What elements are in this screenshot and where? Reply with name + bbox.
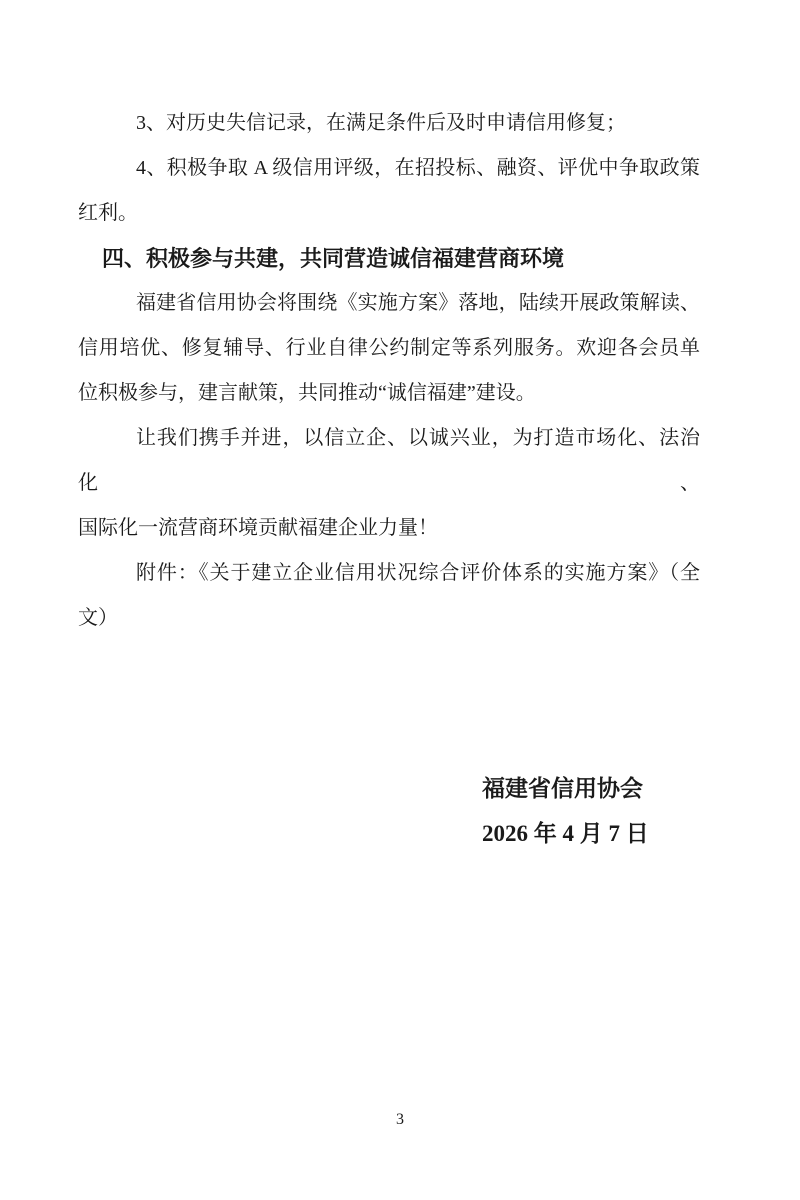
section-heading: 四、积极参与共建，共同营造诚信福建营商环境 — [102, 246, 565, 271]
attachment-line: 附件：《关于建立企业信用状况综合评价体系的实施方案》（全 — [136, 562, 700, 584]
body-line-item-3: 3、对历史失信记录，在满足条件后及时申请信用修复； — [136, 112, 626, 134]
body-line-paragraph-4: 让我们携手并进，以信立企、以诚兴业，为打造市场化、法治化、 — [78, 427, 700, 494]
body-line-item-4: 4、积极争取 A 级信用评级，在招投标、融资、评优中争取政策 — [136, 157, 700, 179]
body-line-paragraph-5: 国际化一流营商环境贡献福建企业力量！ — [78, 517, 438, 539]
signature-organization: 福建省信用协会 — [482, 776, 643, 801]
page-number: 3 — [396, 1111, 404, 1128]
body-line-paragraph-1: 福建省信用协会将围绕《实施方案》落地，陆续开展政策解读、 — [136, 292, 700, 314]
attachment-line-cont: 文） — [78, 607, 118, 629]
signature-date: 2026 年 4 月 7 日 — [482, 821, 649, 846]
signature-block — [78, 766, 700, 856]
body-line-item-4-cont: 红利。 — [78, 202, 138, 224]
document-content — [78, 101, 700, 641]
body-line-paragraph-3: 位积极参与，建言献策，共同推动“诚信福建”建设。 — [78, 382, 536, 404]
body-line-paragraph-2: 信用培优、修复辅导、行业自律公约制定等系列服务。欢迎各会员单 — [78, 337, 700, 359]
